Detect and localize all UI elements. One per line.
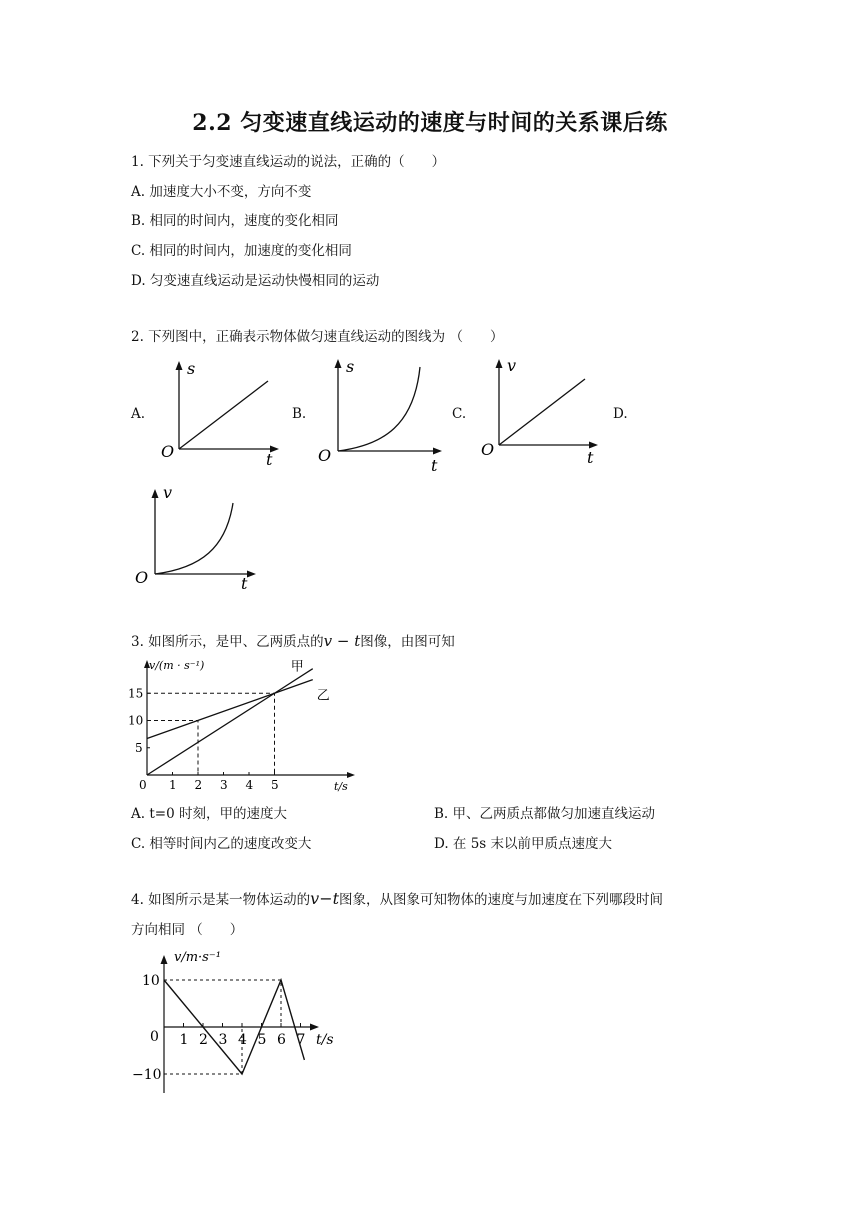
x-axis-arrow: [310, 1024, 319, 1031]
q1-option-d: D. 匀变速直线运动是运动快慢相同的运动: [131, 273, 380, 289]
q2-a-xaxis-label: t: [266, 450, 273, 469]
q2-a-yaxis-label: s: [187, 359, 196, 378]
q2-c-yaxis-label: v: [507, 356, 517, 375]
q2-graph-a: [155, 357, 285, 469]
q2-graph-d: [131, 483, 266, 593]
x-tick-label: 0: [139, 778, 147, 792]
q3-option-c: C. 相等时间内乙的速度改变大: [131, 836, 312, 852]
q2-graph-b: [314, 355, 449, 473]
q1-option-b: B. 相同的时间内，速度的变化相同: [131, 213, 339, 229]
y-tick-label: 10: [142, 973, 160, 989]
page-title: 2.2 匀变速直线运动的速度与时间的关系课后练: [192, 110, 668, 136]
x-tick-label: 4: [245, 778, 254, 792]
q2-a-origin: O: [161, 442, 175, 461]
series-label-1: 甲: [290, 659, 304, 675]
q1-option-c: C. 相同的时间内，加速度的变化相同: [131, 243, 352, 259]
x-tick-label: 3: [218, 1032, 228, 1048]
q4-stem-formula: v−t: [310, 889, 340, 908]
q2-label-c: C.: [452, 406, 467, 422]
q3-stem: [131, 630, 455, 650]
y-tick-label: 10: [128, 713, 144, 728]
x-tick-label: 7: [296, 1032, 306, 1048]
x-tick-label: 5: [271, 778, 279, 792]
q3-stem-before: 3. 如图所示，是甲、乙两质点的: [131, 634, 324, 650]
q3-option-a: A. t=0 时刻，甲的速度大: [131, 806, 287, 822]
q2-b-yaxis-label: s: [346, 357, 355, 376]
q2-d-xaxis-label: t: [241, 574, 248, 593]
x-tick-label: 3: [220, 778, 228, 792]
q2-b-xaxis-label: t: [431, 456, 438, 473]
x-tick-label: 1: [179, 1032, 189, 1048]
q2-d-origin: O: [135, 568, 149, 587]
q4-stem-after: 图象，从图象可知物体的速度与加速度在下列哪段时间: [339, 892, 664, 908]
series-line-2: [147, 680, 313, 739]
q3-option-d: D. 在 5s 末以前甲质点速度大: [434, 836, 613, 852]
q3-option-b: B. 甲、乙两质点都做匀加速直线运动: [434, 806, 656, 822]
q2-stem: 2. 下列图中，正确表示物体做匀速直线运动的图线为 （ ）: [131, 329, 504, 345]
x-axis-label: t/s: [334, 780, 348, 793]
q2-label-d: D.: [613, 406, 628, 422]
q2-label-a: A.: [131, 406, 146, 422]
series-line-1: [147, 669, 313, 775]
y-axis-label: v/(m · s⁻¹): [149, 659, 205, 672]
x-tick-label: 2: [194, 778, 203, 792]
series-label-2: 乙: [316, 688, 330, 704]
y-tick-label: 15: [128, 686, 144, 701]
q1-option-a: A. 加速度大小不变，方向不变: [131, 184, 312, 200]
q2-label-b: B.: [292, 406, 307, 422]
q4-stem: [131, 888, 663, 908]
x-tick-label: 1: [169, 778, 177, 792]
y-tick-label: 0: [150, 1029, 159, 1045]
q3-stem-after: 图像，由图可知: [360, 634, 455, 650]
x-tick-label: 2: [199, 1032, 208, 1048]
x-tick-label: 6: [277, 1032, 286, 1048]
q2-c-origin: O: [481, 440, 495, 459]
y-tick-label: −10: [132, 1067, 162, 1083]
q2-d-yaxis-label: v: [163, 483, 173, 502]
y-axis-label: v/m·s⁻¹: [174, 950, 221, 965]
x-axis-label: t/s: [316, 1032, 334, 1048]
x-axis-arrow: [347, 772, 355, 778]
q4-stem-line2: 方向相同 （ ）: [131, 922, 244, 938]
q3-stem-formula: v − t: [323, 632, 361, 650]
q1-stem: 1. 下列关于匀变速直线运动的说法，正确的（ ）: [131, 154, 446, 170]
q4-chart: [128, 943, 358, 1098]
q2-b-origin: O: [318, 446, 332, 465]
q3-chart: [128, 655, 363, 795]
q2-c-xaxis-label: t: [587, 448, 594, 467]
guide-line-top: [164, 980, 281, 1027]
q2-graph-c: [477, 355, 607, 467]
q4-stem-before: 4. 如图所示是某一物体运动的: [131, 892, 311, 908]
y-tick-label: 5: [135, 740, 143, 755]
x-tick-label: 5: [257, 1032, 267, 1048]
x-tick-label: 4: [238, 1032, 247, 1048]
y-axis-arrow: [161, 955, 168, 964]
